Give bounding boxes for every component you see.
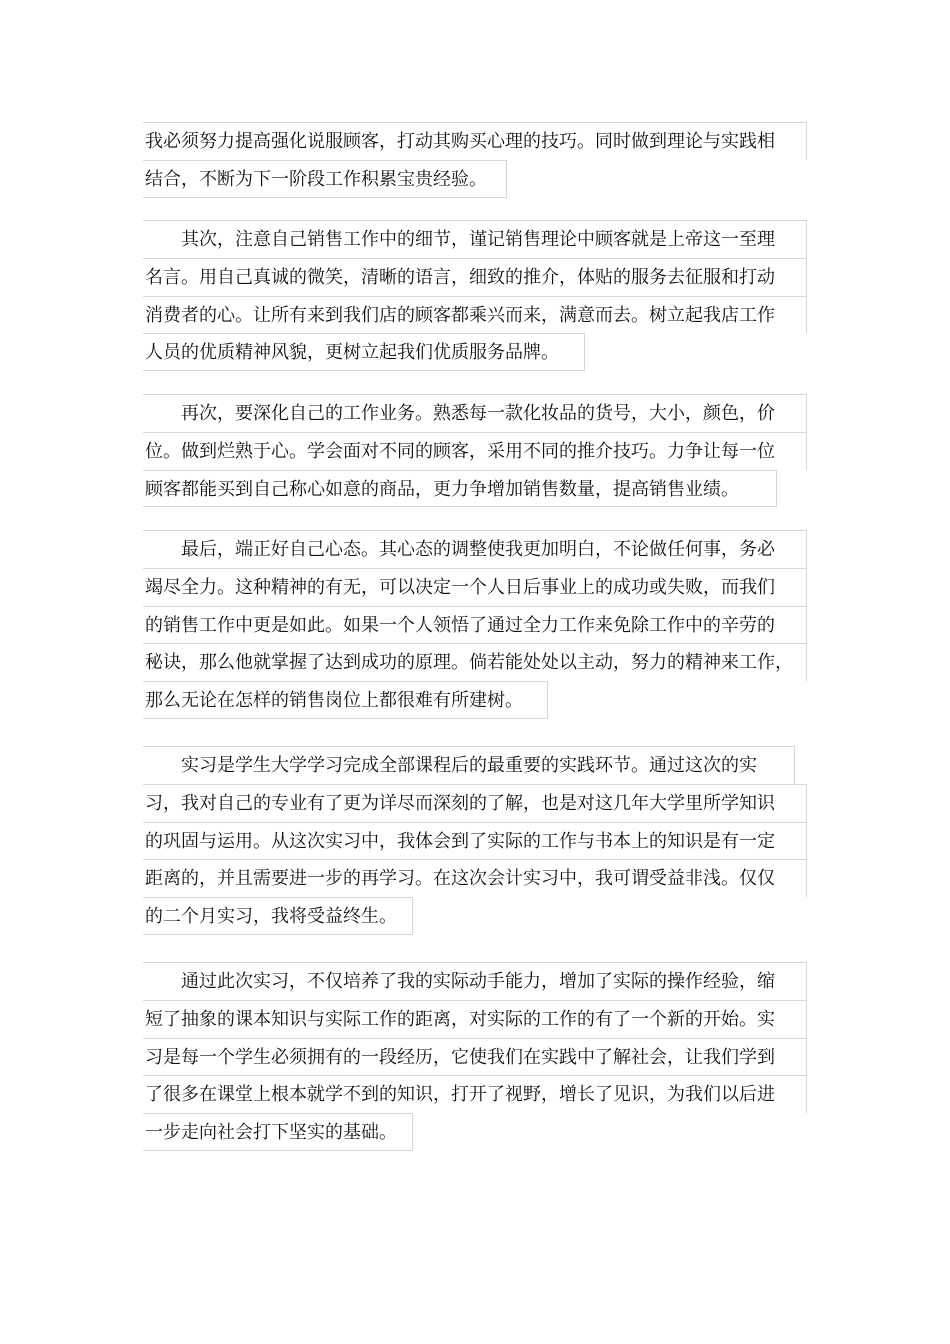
text-line: 竭尽全力。这种精神的有无，可以决定一个人日后事业上的成功或失败，而我们 xyxy=(143,568,807,606)
text-line: 通过此次实习，不仅培养了我的实际动手能力，增加了实际的操作经验，缩 xyxy=(143,962,807,1000)
text-line: 位。做到烂熟于心。学会面对不同的顾客，采用不同的推介技巧。力争让每一位 xyxy=(143,432,807,470)
text-line: 再次，要深化自己的工作业务。熟悉每一款化妆品的货号，大小，颜色，价 xyxy=(143,394,807,432)
text-line: 的二个月实习，我将受益终生。 xyxy=(143,897,413,935)
paragraph-2 xyxy=(143,220,823,371)
paragraph-1 xyxy=(143,122,823,198)
paragraph-3 xyxy=(143,394,823,507)
text-line: 习，我对自己的专业有了更为详尽而深刻的了解，也是对这几年大学里所学知识 xyxy=(143,784,807,822)
text-line: 实习是学生大学学习完成全部课程后的最重要的实践环节。通过这次的实 xyxy=(143,746,795,784)
text-line: 了很多在课堂上根本就学不到的知识，打开了视野，增长了见识，为我们以后进 xyxy=(143,1075,807,1113)
text-line: 顾客都能买到自己称心如意的商品，更力争增加销售数量，提高销售业绩。 xyxy=(143,470,777,508)
text-line: 习是每一个学生必须拥有的一段经历，它使我们在实践中了解社会，让我们学到 xyxy=(143,1038,807,1076)
text-line: 短了抽象的课本知识与实际工作的距离，对实际的工作的有了一个新的开始。实 xyxy=(143,1000,807,1038)
text-line: 名言。用自己真诚的微笑，清晰的语言，细致的推介，体贴的服务去征服和打动 xyxy=(143,258,807,296)
text-line: 结合，不断为下一阶段工作积累宝贵经验。 xyxy=(143,160,507,198)
text-line: 我必须努力提高强化说服顾客，打动其购买心理的技巧。同时做到理论与实践相 xyxy=(143,122,807,160)
paragraph-4 xyxy=(143,530,823,719)
paragraph-6 xyxy=(143,962,823,1151)
text-line: 那么无论在怎样的销售岗位上都很难有所建树。 xyxy=(143,681,548,719)
text-line: 最后，端正好自己心态。其心态的调整使我更加明白，不论做任何事，务必 xyxy=(143,530,807,568)
text-line: 其次，注意自己销售工作中的细节，谨记销售理论中顾客就是上帝这一至理 xyxy=(143,220,807,258)
text-line: 秘诀，那么他就掌握了达到成功的原理。倘若能处处以主动，努力的精神来工作， xyxy=(143,643,807,681)
text-line: 消费者的心。让所有来到我们店的顾客都乘兴而来，满意而去。树立起我店工作 xyxy=(143,296,807,334)
text-line: 一步走向社会打下坚实的基础。 xyxy=(143,1113,413,1151)
text-line: 的销售工作中更是如此。如果一个人领悟了通过全力工作来免除工作中的辛劳的 xyxy=(143,606,807,644)
text-line: 距离的，并且需要进一步的再学习。在这次会计实习中，我可谓受益非浅。仅仅 xyxy=(143,859,807,897)
text-line: 的巩固与运用。从这次实习中，我体会到了实际的工作与书本上的知识是有一定 xyxy=(143,822,807,860)
text-line: 人员的优质精神风貌，更树立起我们优质服务品牌。 xyxy=(143,333,585,371)
paragraph-5 xyxy=(143,746,823,935)
